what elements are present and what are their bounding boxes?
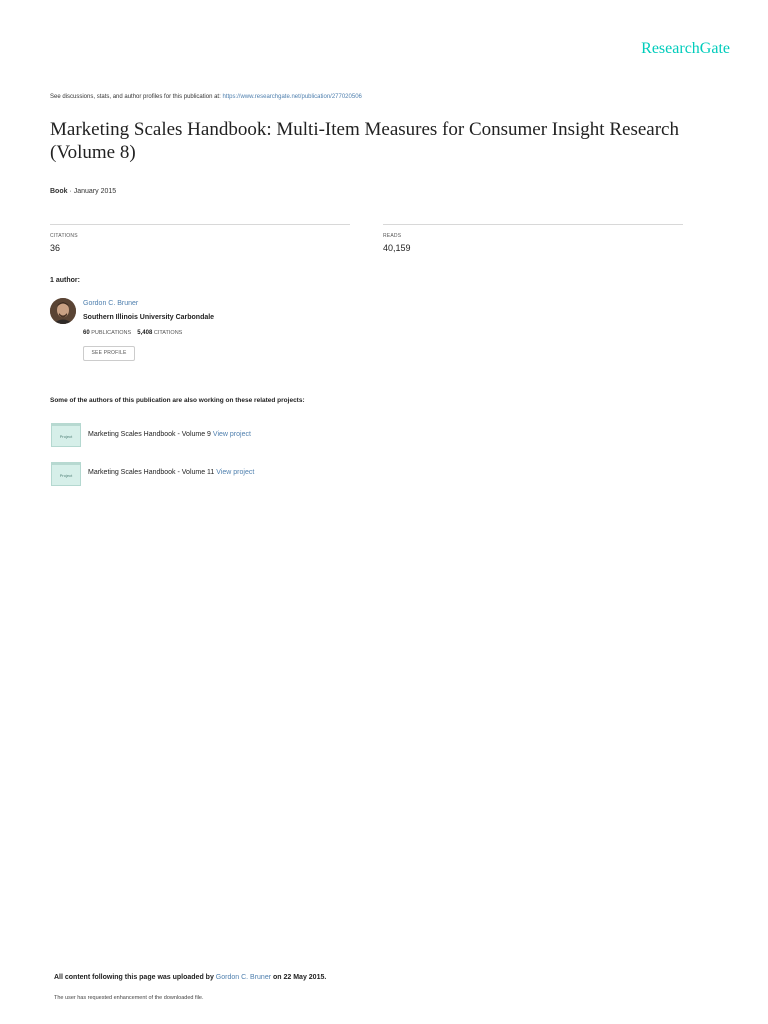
citations-value: 36 — [50, 243, 61, 253]
discussion-line — [50, 94, 362, 100]
uploader-link[interactable]: Gordon C. Bruner — [215, 974, 272, 981]
author-name-link[interactable]: Gordon C. Bruner — [83, 300, 139, 307]
publication-title: Marketing Scales Handbook: Multi-Item Measures for Consumer Insight Research (Volume 8) — [50, 119, 679, 163]
reads-divider — [383, 224, 683, 225]
publication-meta — [50, 188, 116, 195]
reads-label: READS — [383, 233, 402, 239]
project-title: Marketing Scales Handbook - Volume 9 — [88, 431, 211, 438]
related-projects-heading: Some of the authors of this publication are also working on these related projects: — [50, 397, 305, 404]
researchgate-logo[interactable]: ResearchGate — [641, 40, 730, 57]
upload-prefix: All content following this page was uploaded by — [54, 974, 214, 981]
view-project-link[interactable]: View project — [212, 431, 251, 438]
upload-notice — [54, 974, 326, 981]
upload-suffix: on 22 May 2015. — [273, 974, 327, 981]
project-icon-label: Project — [59, 434, 73, 439]
author-citations-label: CITATIONS — [153, 330, 183, 336]
project-icon[interactable] — [51, 462, 81, 486]
author-stats — [83, 330, 182, 336]
project-item — [88, 431, 251, 438]
see-profile-button[interactable]: SEE PROFILE — [83, 346, 135, 361]
publication-type: Book — [50, 188, 68, 195]
reads-value: 40,159 — [383, 243, 411, 253]
enhancement-note: The user has requested enhancement of the downloaded file. — [54, 995, 204, 1001]
citations-divider — [50, 224, 350, 225]
publication-url-link[interactable]: https://www.researchgate.net/publication/277020506 — [222, 94, 362, 100]
discussion-prefix: See discussions, stats, and author profiles for this publication at: — [50, 94, 221, 100]
project-icon[interactable] — [51, 423, 81, 447]
project-item — [88, 469, 254, 476]
project-icon-label: Project — [59, 473, 73, 478]
author-photo-icon — [50, 298, 76, 324]
publication-date: · January 2015 — [69, 188, 117, 195]
author-publications-count: 60 — [83, 330, 90, 336]
view-project-link[interactable]: View project — [216, 469, 255, 476]
author-institution: Southern Illinois University Carbondale — [83, 314, 215, 321]
citations-label: CITATIONS — [50, 233, 78, 239]
author-avatar[interactable] — [50, 298, 76, 324]
author-publications-label: PUBLICATIONS — [91, 330, 132, 336]
author-citations-count: 5,408 — [137, 330, 153, 336]
authors-heading: 1 author: — [50, 277, 80, 284]
project-title: Marketing Scales Handbook - Volume 11 — [88, 469, 215, 476]
